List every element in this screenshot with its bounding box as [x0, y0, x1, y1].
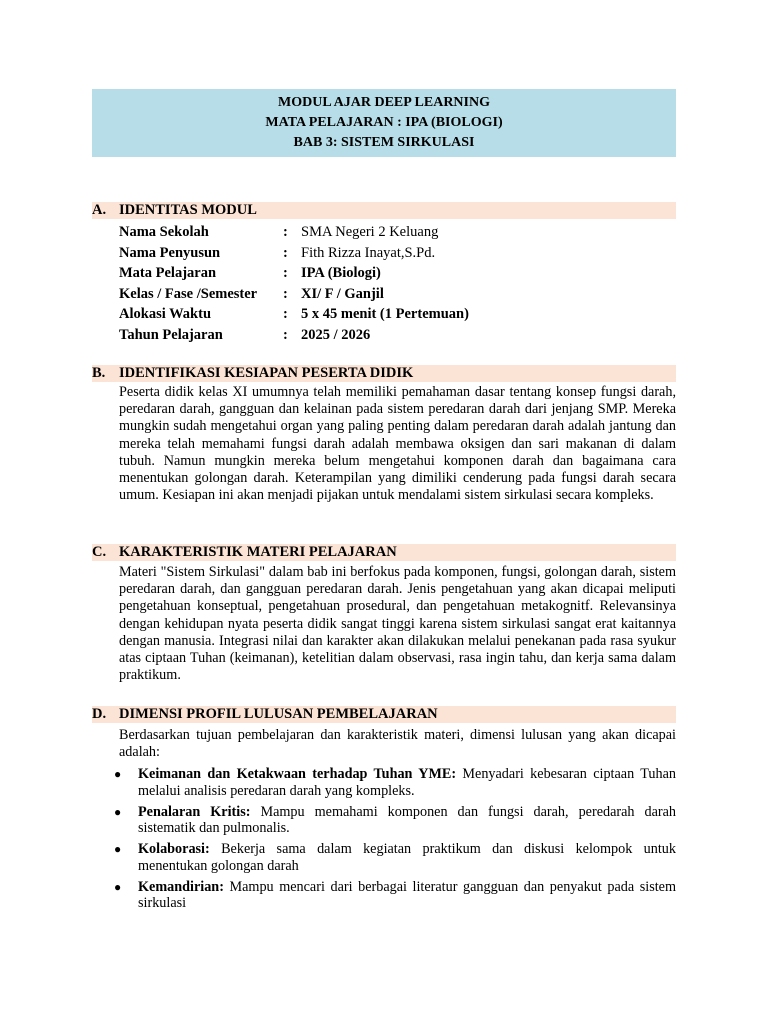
- section-d-letter: D.: [92, 706, 107, 722]
- identity-colon: :: [283, 326, 288, 343]
- identity-label: Mata Pelajaran: [119, 265, 217, 281]
- list-item: [110, 841, 676, 874]
- section-a-title: IDENTITAS MODUL: [119, 202, 257, 218]
- section-a-heading: [92, 202, 676, 219]
- identity-colon: :: [283, 285, 288, 302]
- profile-bullet-list: [110, 766, 676, 916]
- identity-value: IPA (Biologi): [301, 265, 381, 281]
- identity-label: Nama Sekolah: [119, 224, 209, 240]
- section-d-title: DIMENSI PROFIL LULUSAN PEMBELAJARAN: [119, 706, 438, 722]
- module-title-line3: BAB 3: SISTEM SIRKULASI: [293, 135, 475, 150]
- section-a-letter: A.: [92, 202, 107, 218]
- bullet-term: Penalaran Kritis:: [138, 803, 251, 820]
- bullet-term: Kemandirian:: [138, 878, 224, 895]
- identity-row: [119, 304, 676, 325]
- section-b-title: IDENTIFIKASI KESIAPAN PESERTA DIDIK: [119, 365, 414, 381]
- bullet-dot-icon: ●: [114, 879, 122, 894]
- identity-value: XI/ F / Ganjil: [301, 285, 384, 302]
- section-b-heading: [92, 365, 676, 382]
- section-b-letter: B.: [92, 365, 106, 381]
- identity-row: [119, 263, 676, 284]
- identity-row: [119, 222, 676, 243]
- section-c-letter: C.: [92, 544, 107, 560]
- identity-value: SMA Negeri 2 Keluang: [301, 224, 439, 240]
- list-item: [110, 879, 676, 912]
- section-c-title: KARAKTERISTIK MATERI PELAJARAN: [119, 544, 397, 560]
- identity-label: Kelas / Fase /Semester: [119, 285, 258, 302]
- module-title-line1: MODUL AJAR DEEP LEARNING: [278, 95, 490, 110]
- bullet-desc: Menyadari kebesaran ciptaan Tuhan melalui analisis peredaran darah yang kompleks.: [138, 766, 676, 799]
- identity-label: Alokasi Waktu: [119, 306, 212, 322]
- identity-row: [119, 284, 676, 305]
- bullet-dot-icon: ●: [114, 842, 122, 856]
- bullet-dot-icon: ●: [114, 767, 122, 781]
- section-d-heading: [92, 706, 676, 723]
- section-b-paragraph: Peserta didik kelas XI umumnya telah memiliki pemahaman dasar tentang konsep fungsi darah, peredaran darah, gangguan dan kelainan pada sistem peredaran darah dari jenjang SMP. Mereka mungkin sudah mengetahui organ yang paling penting dalam peredaran darah adalah jantung dan mereka telah memahami fungsi darah adalah membawa oksigen dan sari makanan di dalam tubuh. Namun mungkin mereka belum mengetahui komponen darah dan bagaimana cara menentukan golongan darah. Keterampilan yang dimiliki cenderung pada fungsi darah secara umum. Kesiapan ini akan menjadi pijakan untuk mendalami sistem sirkulasi secara kompleks.: [119, 384, 676, 504]
- bullet-desc: Bekerja sama dalam kegiatan praktikum dan diskusi kelompok untuk menentukan golongan darah: [138, 841, 676, 874]
- identity-row: [119, 325, 676, 346]
- bullet-term: Keimanan dan Ketakwaan terhadap Tuhan YME:: [138, 766, 457, 782]
- identity-value: 5 x 45 menit (1 Pertemuan): [301, 306, 469, 322]
- identity-colon: :: [283, 306, 288, 322]
- bullet-term: Kolaborasi:: [138, 841, 210, 857]
- bullet-dot-icon: ●: [114, 804, 122, 819]
- identity-colon: :: [283, 224, 288, 240]
- identity-label: Nama Penyusun: [119, 244, 221, 261]
- identity-label: Tahun Pelajaran: [119, 326, 223, 343]
- bullet-desc: Mampu mencari dari berbagai literatur gangguan dan penyakut pada sistem sirkulasi: [138, 878, 676, 911]
- section-c-heading: [92, 544, 676, 561]
- identity-value: Fith Rizza Inayat,S.Pd.: [301, 244, 436, 261]
- identity-table: [119, 222, 676, 345]
- identity-colon: :: [283, 244, 288, 261]
- identity-value: 2025 / 2026: [301, 326, 371, 343]
- identity-colon: :: [283, 265, 288, 281]
- list-item: [110, 766, 676, 799]
- bullet-desc: Mampu memahami komponen dan fungsi darah, peredarah darah sistematik dan pulmonalis.: [138, 803, 677, 836]
- section-d-intro: Berdasarkan tujuan pembelajaran dan karakteristik materi, dimensi lulusan yang akan dicapai adalah:: [119, 727, 676, 761]
- section-c-paragraph: Materi "Sistem Sirkulasi" dalam bab ini berfokus pada komponen, fungsi, golongan darah, sistem peredaran darah, dan gangguan peredaran darah. Jenis pengetahuan yang akan dicapai meliputi pengetahuan konseptual, pengetahuan prosedural, dan pengetahuan metakognitf. Relevansinya dengan kehidupan nyata peserta didik sangat tinggi karena sistem sirkulasi sangat erat kaitannya dengan manusia. Integrasi nilai dan karakter akan dilakukan melalui penekanan pada rasa syukur atas ciptaan Tuhan (keimanan), ketelitian dalam observasi, rasa ingin tahu, dan kerja sama dalam praktikum.: [119, 564, 676, 684]
- list-item: [110, 804, 676, 837]
- module-title-line2: MATA PELAJARAN : IPA (BIOLOGI): [265, 115, 503, 130]
- identity-row: [119, 243, 676, 264]
- module-title-box: [92, 89, 676, 157]
